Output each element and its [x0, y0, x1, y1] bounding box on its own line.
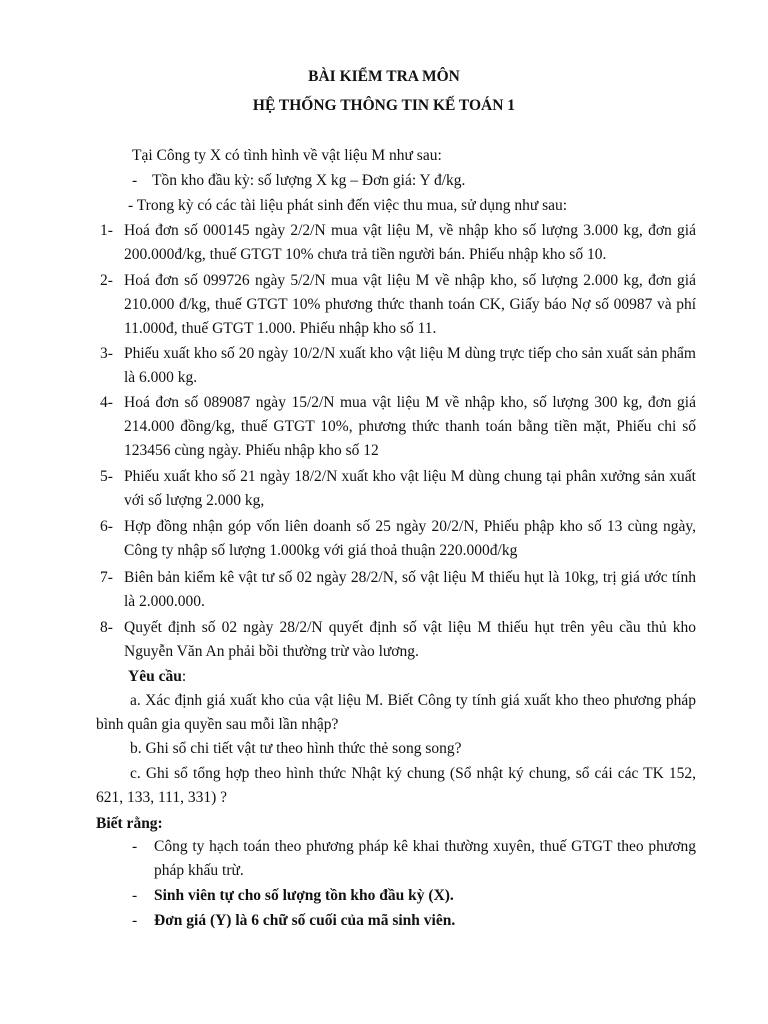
known-text: Công ty hạch toán theo phương pháp kê khai thường xuyên, thuế GTGT theo phương pháp khấu trừ. [154, 838, 696, 879]
known-dash: - [132, 912, 138, 929]
list-item [100, 566, 696, 614]
item-number: 2- [100, 272, 113, 289]
known-text: Sinh viên tự cho số lượng tồn kho đầu kỳ (X). [154, 887, 454, 904]
item-number: 5- [100, 468, 113, 485]
requirement-c: c. Ghi sổ tổng hợp theo hình thức Nhật ký chung (Sổ nhật ký chung, sổ cái các TK 152, 621, 133, 111, 331) ? [96, 765, 696, 806]
item-number: 6- [100, 518, 113, 535]
requirement-b: b. Ghi sổ chi tiết vật tư theo hình thức thẻ song song? [130, 740, 462, 757]
item-text: Biên bản kiểm kê vật tư số 02 ngày 28/2/N, số vật liệu M thiếu hụt là 10kg, trị giá ước tính là 2.000.000. [124, 569, 696, 610]
list-item [100, 391, 696, 463]
item-text: Hoá đơn số 099726 ngày 5/2/N mua vật liệu M về nhập kho, số lượng 2.000 kg, đơn giá 210.000 đ/kg, thuế GTGT 10% phương thức thanh toán CK, Giấy báo Nợ số 00987 và phí 11.000đ, thuế GTGT 1.000. Phiếu nhập kho số 11. [124, 272, 696, 337]
list-item [100, 219, 696, 267]
intro-text: Tại Công ty X có tình hình về vật liệu M như sau: [132, 147, 442, 164]
requirements-colon: : [181, 668, 187, 685]
list-item [100, 465, 696, 513]
opening-stock-text: Tồn kho đầu kỳ: số lượng X kg – Đơn giá: Y đ/kg. [152, 172, 466, 189]
requirements-heading: Yêu cầu [128, 668, 182, 685]
known-heading: Biết rằng: [96, 815, 163, 832]
item-number: 1- [100, 222, 113, 239]
known-dash: - [132, 887, 138, 904]
known-item [132, 835, 696, 883]
requirements-heading-row [128, 667, 186, 687]
item-number: 7- [100, 569, 113, 586]
known-item [132, 909, 696, 933]
known-text: Đơn giá (Y) là 6 chữ số cuối của mã sinh viên. [154, 912, 456, 929]
item-number: 3- [100, 345, 113, 362]
title-line-1: BÀI KIỂM TRA MÔN [308, 68, 460, 85]
item-text: Hoá đơn số 089087 ngày 15/2/N mua vật liệu M về nhập kho, số lượng 300 kg, đơn giá 214.000 đồng/kg, thuế GTGT 10%, phương thức thanh toán bằng tiền mặt, Phiếu chi số 123456 cùng ngày. Phiếu nhập kho số 12 [124, 394, 696, 459]
known-item [132, 884, 696, 908]
opening-stock-dash: - [132, 172, 138, 189]
period-note: - Trong kỳ có các tài liệu phát sinh đến việc thu mua, sử dụng như sau: [128, 197, 568, 214]
known-dash: - [132, 838, 138, 855]
item-number: 4- [100, 394, 113, 411]
list-item [100, 515, 696, 563]
item-text: Phiếu xuất kho số 20 ngày 10/2/N xuất kho vật liệu M dùng trực tiếp cho sản xuất sản phẩm là 6.000 kg. [124, 345, 696, 386]
item-text: Quyết định số 02 ngày 28/2/N quyết định số vật liệu M thiếu hụt trên yêu cầu thủ kho Nguyễn Văn An phải bồi thường trừ vào lương. [124, 619, 696, 660]
item-text: Hoá đơn số 000145 ngày 2/2/N mua vật liệu M, về nhập kho số lượng 3.000 kg, đơn giá 200.000đ/kg, thuế GTGT 10% chưa trả tiền người bán. Phiếu nhập kho số 10. [124, 222, 696, 263]
item-number: 8- [100, 619, 113, 636]
item-text: Phiếu xuất kho số 21 ngày 18/2/N xuất kho vật liệu M dùng chung tại phân xưởng sản xuất với số lượng 2.000 kg, [124, 468, 696, 509]
requirement-a: a. Xác định giá xuất kho của vật liệu M. Biết Công ty tính giá xuất kho theo phương pháp bình quân gia quyền sau mỗi lần nhập? [96, 692, 696, 733]
list-item [100, 342, 696, 390]
item-text: Hợp đồng nhận góp vốn liên doanh số 25 ngày 20/2/N, Phiếu phập kho số 13 cùng ngày, Công ty nhập số lượng 1.000kg với giá thoả thuận 220.000đ/kg [124, 518, 696, 559]
list-item [100, 269, 696, 341]
title-line-2: HỆ THỐNG THÔNG TIN KẾ TOÁN 1 [252, 97, 516, 114]
list-item [100, 616, 696, 664]
